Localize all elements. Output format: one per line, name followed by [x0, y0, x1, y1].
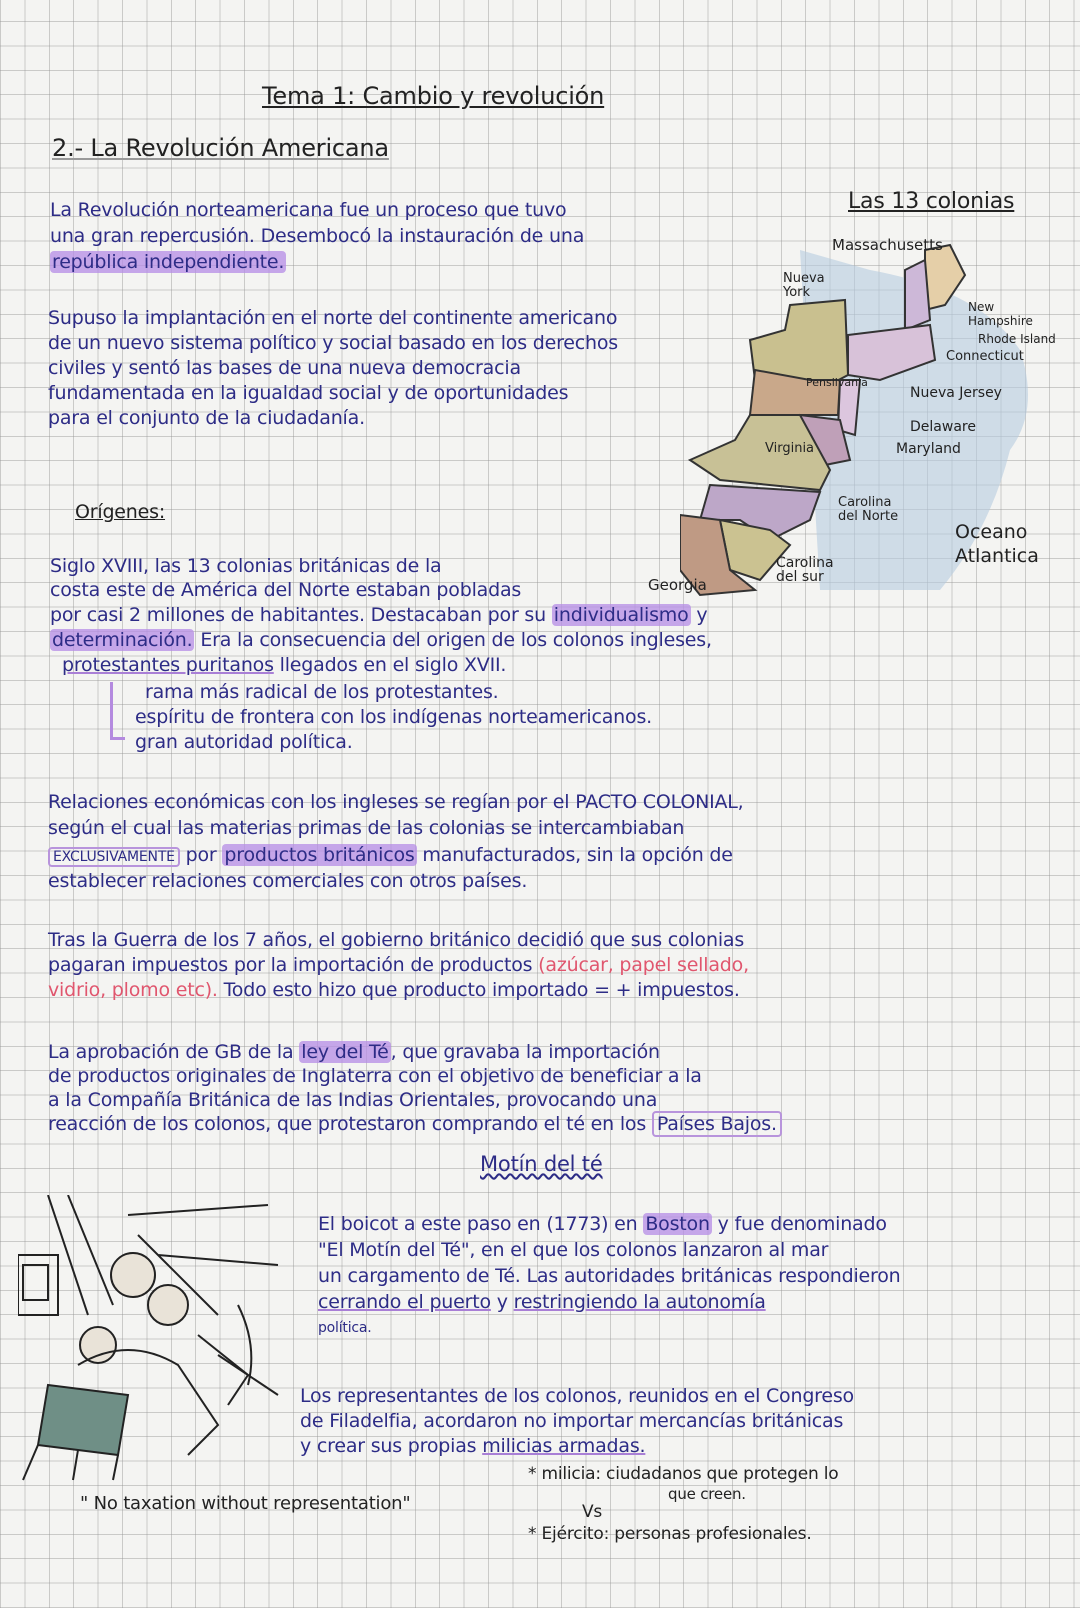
- highlight: ley del Té: [301, 1041, 389, 1063]
- note-ejercito: * Ejército: personas profesionales.: [528, 1524, 812, 1544]
- map-label-nueva-jersey: Nueva Jersey: [910, 385, 1002, 401]
- text: y crear sus propias: [300, 1435, 483, 1457]
- motin-line: política.: [318, 1320, 372, 1336]
- map-label-rhode-island: Rhode Island: [978, 332, 1056, 346]
- origenes-line: costa este de América del Norte estaban pobladas: [50, 579, 522, 601]
- section-title: 2.- La Revolución Americana: [52, 134, 389, 162]
- quote: " No taxation without representation": [80, 1493, 411, 1514]
- text: y: [490, 1291, 514, 1313]
- map-label-connecticut: Connecticut: [946, 349, 1024, 364]
- text: en: [608, 1213, 644, 1235]
- map-label-georgia: Georgia: [648, 576, 707, 594]
- bullet-item: rama más radical de los protestantes.: [145, 681, 499, 703]
- para-line: fundamentada en la igualdad social y de oportunidades: [48, 382, 569, 404]
- motin-line: un cargamento de Té. Las autoridades británicas respondieron: [318, 1265, 901, 1287]
- ley-line: [48, 1112, 782, 1136]
- ley-line: [48, 1040, 660, 1064]
- map-label-massachusetts: Massachusetts: [832, 236, 943, 254]
- motin-heading: Motín del té: [480, 1152, 603, 1176]
- bullet-item: gran autoridad política.: [135, 731, 353, 753]
- ley-line: a la Compañía Británica de las Indias Orientales, provocando una: [48, 1089, 658, 1111]
- para-line: para el conjunto de la ciudadanía.: [48, 407, 365, 429]
- highlight: república independiente.: [52, 251, 285, 273]
- map-label-nueva-york: Nueva York: [783, 271, 825, 300]
- intro-line: una gran repercusión. Desembocó la instauración de una: [50, 225, 585, 247]
- underlined: cerrando el puerto: [318, 1291, 491, 1313]
- text: llegados en el siglo XVII.: [273, 654, 507, 676]
- note-vs: Vs: [582, 1502, 603, 1522]
- boston-tea-party-illustration: [18, 1195, 308, 1485]
- highlight: Boston: [645, 1213, 710, 1235]
- motin-line: [318, 1212, 887, 1236]
- highlight: productos británicos: [224, 844, 415, 866]
- text: Era la consecuencia del origen de los colonos ingleses,: [194, 629, 712, 651]
- intro-line: [50, 250, 286, 274]
- congreso-line: Los representantes de los colonos, reunidos en el Congreso: [300, 1385, 854, 1407]
- page-title: Tema 1: Cambio y revolución: [262, 82, 605, 110]
- text: pagaran impuestos por la importación de productos: [48, 954, 539, 976]
- congreso-line: de Filadelfia, acordaron no importar mercancías británicas: [300, 1410, 844, 1432]
- text: , que gravaba la importación: [390, 1041, 660, 1063]
- origenes-line: [50, 603, 707, 627]
- highlight: determinación.: [52, 629, 193, 651]
- underlined: protestantes puritanos: [62, 654, 274, 676]
- boxed: Países Bajos.: [652, 1111, 782, 1137]
- para-line: civiles y sentó las bases de una nueva democracia: [48, 357, 521, 379]
- map-label-carolina-norte: Carolina del Norte: [838, 495, 899, 524]
- map-label-carolina-sur: Carolina del sur: [776, 555, 834, 585]
- highlight: individualismo: [553, 604, 689, 626]
- text: reacción de los colonos, que protestaron comprando el té en los: [48, 1113, 652, 1135]
- bullet-bracket: [110, 682, 125, 740]
- motin-line: "El Motín del Té", en el que los colonos lanzaron al mar: [318, 1239, 829, 1261]
- map-label-delaware: Delaware: [910, 419, 976, 435]
- congreso-line: [300, 1434, 645, 1458]
- map-label-oceano: Oceano Atlantica: [955, 521, 1039, 567]
- underlined: milicias armadas.: [482, 1435, 646, 1457]
- origenes-heading: Orígenes:: [75, 501, 166, 523]
- red-note: (azúcar, papel sellado,: [538, 954, 749, 976]
- boxed: EXCLUSIVAMENTE: [48, 847, 180, 867]
- bullet-item: espíritu de frontera con los indígenas norteamericanos.: [135, 706, 652, 728]
- relaciones-line: según el cual las materias primas de las colonias se intercambiaban: [48, 817, 685, 839]
- origenes-line: [50, 628, 712, 652]
- text: por: [179, 844, 223, 866]
- para-line: de un nuevo sistema político y social basado en los derechos: [48, 332, 619, 354]
- ley-line: de productos originales de Inglaterra con el objetivo de beneficiar a la: [48, 1065, 702, 1087]
- text: Todo esto hizo que producto importado = + impuestos.: [217, 979, 740, 1001]
- text: El boicot a este paso en: [318, 1213, 547, 1235]
- text: por casi 2 millones de habitantes. Destacaban por su: [50, 604, 552, 626]
- origenes-line: [62, 653, 506, 677]
- text: La aprobación de GB de la: [48, 1041, 300, 1063]
- origenes-line: Siglo XVIII, las 13 colonias británicas de la: [50, 555, 442, 577]
- map-label-virginia: Virginia: [765, 441, 815, 456]
- tras-line: [48, 953, 749, 977]
- intro-line: La Revolución norteamericana fue un proceso que tuvo: [50, 199, 567, 221]
- red-note: vidrio, plomo etc).: [48, 979, 218, 1001]
- map-label-new-hampshire: New Hampshire: [968, 300, 1033, 328]
- motin-line: [318, 1290, 766, 1314]
- text: y: [690, 604, 708, 626]
- map-label-maryland: Maryland: [896, 441, 961, 457]
- tras-line: [48, 978, 740, 1002]
- tras-line: Tras la Guerra de los 7 años, el gobierno británico decidió que sus colonias: [48, 929, 745, 951]
- new-hampshire-shape: [905, 260, 930, 330]
- map-label-pensilvania: Pensilvania: [806, 376, 868, 389]
- note-milicia-cont: que creen.: [668, 1485, 746, 1503]
- relaciones-line: establecer relaciones comerciales con otros países.: [48, 870, 528, 892]
- map-title: Las 13 colonias: [848, 189, 1015, 214]
- underlined: restringiendo la autonomía: [513, 1291, 766, 1313]
- year: (1773): [546, 1213, 609, 1235]
- text: manufacturados, sin la opción de: [416, 844, 733, 866]
- para-line: Supuso la implantación en el norte del continente americano: [48, 307, 618, 329]
- relaciones-line: [48, 843, 733, 869]
- text: y fue denominado: [711, 1213, 887, 1235]
- note-milicia: * milicia: ciudadanos que protegen lo: [528, 1464, 839, 1484]
- relaciones-line: Relaciones económicas con los ingleses se regían por el PACTO COLONIAL,: [48, 791, 744, 813]
